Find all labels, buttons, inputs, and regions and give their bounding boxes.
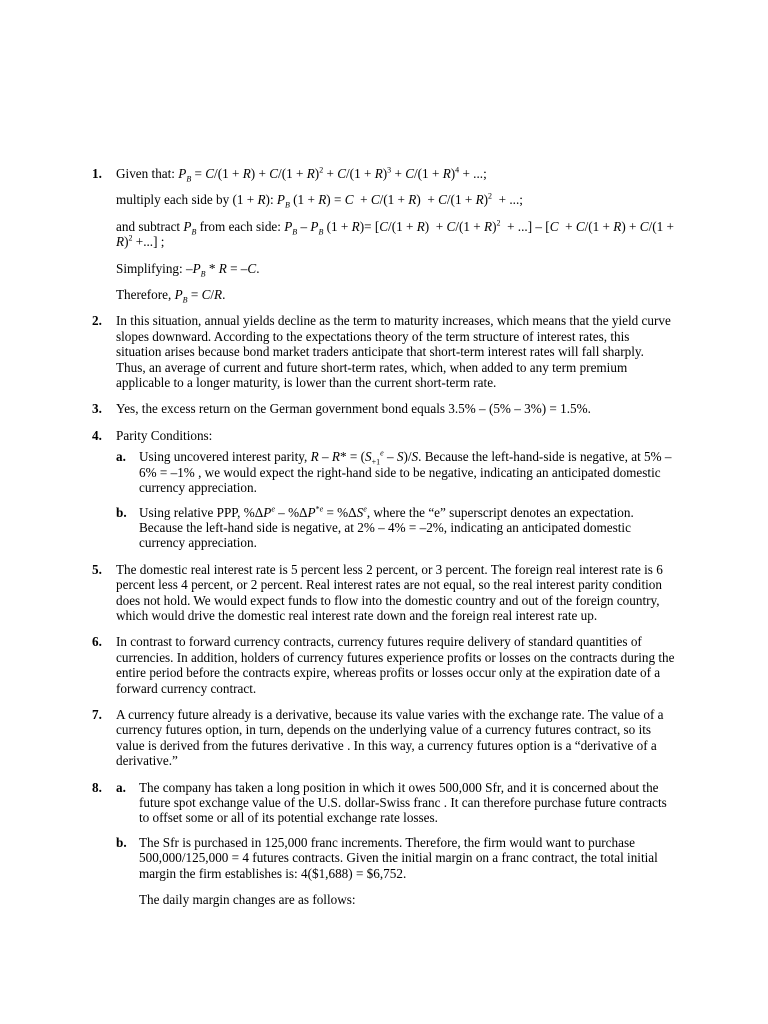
sub-item-text: Using uncovered interest parity, $R - R* = (S_{+1}^e - S)/S$. Because the left-hand-side is negative, at 5% – 6% = –1% , we would expect the right-hand side to be negative, indicating an anticipated domestic currency appreciation. xyxy=(139,448,672,496)
item-1-line-2: multiply each side by (1 + R): $P_B$ $(1 + R) = C + C/(1 + R) + C/(1 + R)^2$ + ...; xyxy=(116,192,523,211)
answer-item-3 xyxy=(92,401,676,416)
item-number: 7. xyxy=(92,706,102,722)
answer-item-5 xyxy=(92,562,676,624)
item-1-line-5: Therefore, $P_B = C/R$. xyxy=(116,287,226,305)
sub-item-text: The Sfr is purchased in 125,000 franc increments. Therefore, the firm would want to purchase 500,000/125,000 = 4 futures contracts. Given the initial margin on a franc contract, the total initial margin the firm establishes is: 4($1,688) = $6,752. xyxy=(139,834,658,881)
item-1-line-4: Simplifying: $-P_B * R = -C$. xyxy=(116,260,260,279)
answer-item-7 xyxy=(92,707,676,769)
item-number: 3. xyxy=(92,401,102,417)
sub-item-4a xyxy=(116,449,676,495)
sub-item-text: Using relative PPP, $\%\Delta P^e - \%\Delta P^{*e} = \%\Delta S^e$, where the “e” superscript denotes an expectation. Because the left-hand side is negative, at 2% – 4% = –2%, indicating an anticipated domestic currency appreciation. xyxy=(139,504,634,551)
sub-item-letter: a. xyxy=(116,449,126,465)
sub-item-extra-text: The daily margin changes are as follows: xyxy=(139,892,356,908)
answer-item-8 xyxy=(92,780,676,908)
item-number: 2. xyxy=(92,313,102,329)
sub-item-8b xyxy=(116,835,676,908)
item-number: 5. xyxy=(92,561,102,577)
item-text: The domestic real interest rate is 5 percent less 2 percent, or 3 percent. The foreign real interest rate is 6 percent less 4 percent, or 2 percent. Real interest rates are not equal, so the real interest parity condition does not hold. We would expect funds to flow into the domestic country and out of the foreign country, which would drive the domestic real interest rate down and the foreign real interest rate up. xyxy=(116,561,663,623)
sub-item-8a xyxy=(116,780,676,826)
item-text: A currency future already is a derivative, because its value varies with the exchange rate. The value of a currency futures option, in turn, depends on the underlying value of a currency futures contract, so its value is derived from the futures derivative . In this way, a currency futures option is a “derivative of a derivative.” xyxy=(116,706,664,769)
sub-item-letter: a. xyxy=(116,779,126,795)
item-number: 6. xyxy=(92,634,102,650)
item-number: 8. xyxy=(92,779,102,795)
item-1-line-1: Given that: $P_B = C/(1 + R) + C/(1 + R)^2 + C/(1 + R)^3 + C/(1 + R)^4$ + ...; xyxy=(116,165,487,184)
item-text: Parity Conditions: xyxy=(116,427,213,443)
item-number: 4. xyxy=(92,427,102,443)
item-1-line-3: and subtract $P_B$ from each side: $P_B - P_B$ $(1 + R)= [C/(1 + R) + C/(1 + R)^2$ + ...] – [$C + C/(1 + R) + C/(1 + R)^2$ +...] ; xyxy=(116,218,674,250)
sub-item-4b xyxy=(116,505,676,551)
item-text: Yes, the excess return on the German government bond equals 3.5% – (5% – 3%) = 1.5%. xyxy=(116,401,591,417)
answer-item-1 xyxy=(92,165,676,305)
item-text: In this situation, annual yields decline as the term to maturity increases, which means that the yield curve slopes downward. According to the expectations theory of the term structure of interest rates, this situation arises because bond market traders anticipate that short-term interest rates will fall sharply. Thus, an average of current and future short-term rates, which, when added to any term premium applicable to a longer maturity, is lower than the current short-term rate. xyxy=(116,313,671,391)
item-number: 1. xyxy=(92,166,102,181)
sub-item-letter: b. xyxy=(116,834,127,850)
answer-list xyxy=(92,166,676,918)
sub-item-text: The company has taken a long position in which it owes 500,000 Sfr, and it is concerned about the future spot exchange value of the U.S. dollar-Swiss franc . It can therefore purchase future contracts to offset some or all of its potential exchange rate losses. xyxy=(139,779,667,826)
answer-item-6 xyxy=(92,634,676,696)
answer-item-2 xyxy=(92,313,676,390)
answer-item-4 xyxy=(92,428,676,551)
item-text: In contrast to forward currency contracts, currency futures require delivery of standard quantities of currencies. In addition, holders of currency futures experience profits or losses on the contracts during the entire period before the contracts expire, whereas profits or losses occur only at the expiration date of a forward currency contract. xyxy=(116,634,675,696)
sub-item-letter: b. xyxy=(116,504,127,520)
